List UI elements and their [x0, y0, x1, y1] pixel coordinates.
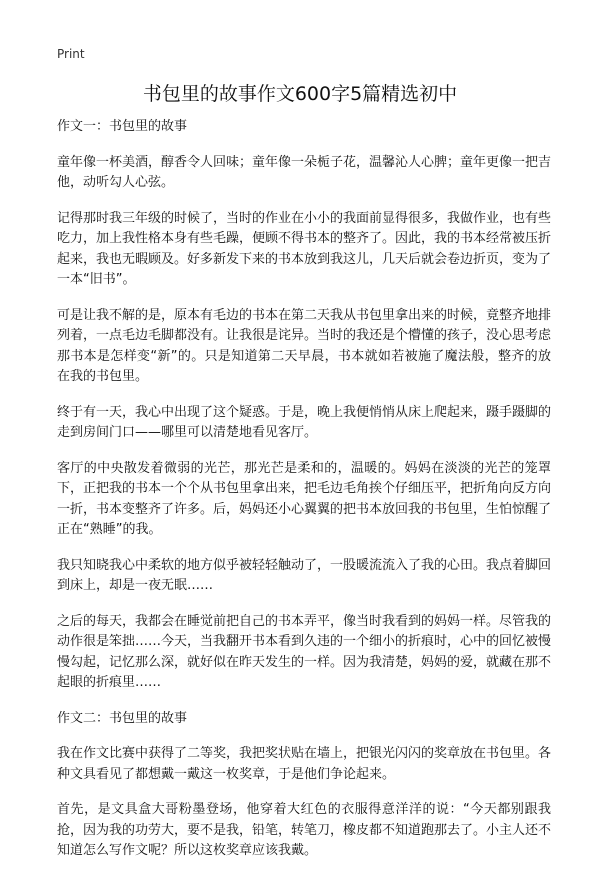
paragraph: 可是让我不解的是，原本有毛边的书本在第二天我从书包里拿出来的时候，竟整齐地排列着，一点毛边毛脚都没有。让我很是诧异。当时的我还是个懵懂的孩子，没心思考虑那书本是怎样变“新”的。只是知道第二天早晨，书本就如若被施了魔法般，整齐的放在我的书包里。: [57, 307, 552, 384]
paragraph: 之后的每天，我都会在睡觉前把自己的书本弄平，像当时我看到的妈妈一样。尽管我的动作很是笨拙……今天，当我翻开书本看到久违的一个细小的折痕时，心中的回忆被慢慢勾起，记忆那么深，就好似在昨天发生的一样。因为我清楚，妈妈的爱，就藏在那不起眼的折痕里……: [57, 613, 552, 690]
paragraph: 客厅的中央散发着微弱的光芒，那光芒是柔和的，温暖的。妈妈在淡淡的光芒的笼罩下，正把我的书本一个个从书包里拿出来，把毛边毛角挨个仔细压平，把折角向反方向一折，书本变整齐了许多。后，妈妈还小心翼翼的把书本放回我的书包里，生怕惊醒了正在“熟睡”的我。: [57, 460, 552, 537]
paragraph: 记得那时我三年级的时候了，当时的作业在小小的我面前显得很多，我做作业，也有些吃力，加上我性格本身有些毛躁，便顾不得书本的整齐了。因此，我的书本经常被压折起来，我也无暇顾及。好多新发下来的书本放到我这儿，几天后就会卷边折页，变为了一本“旧书”。: [57, 210, 552, 287]
page-title: 书包里的故事作文600字5篇精选初中: [142, 83, 458, 105]
paragraph: 我在作文比赛中获得了二等奖，我把奖状贴在墙上，把银光闪闪的奖章放在书包里。各种文具看见了都想戴一戴这一枚奖章，于是他们争论起来。: [57, 746, 552, 782]
print-link[interactable]: Print: [57, 47, 85, 61]
section-heading: 作文一：书包里的故事: [57, 119, 188, 134]
paragraph: 我只知晓我心中柔软的地方似乎被轻轻触动了，一股暖流流入了我的心田。我点着脚回到床上，却是一夜无眠……: [57, 557, 552, 593]
paragraph: 终于有一天，我心中出现了这个疑惑。于是，晚上我便悄悄从床上爬起来，蹑手蹑脚的走到房间门口——哪里可以清楚地看见客厅。: [57, 404, 552, 440]
section-heading: 作文二：书包里的故事: [57, 710, 188, 726]
essay-section-2: [57, 709, 551, 862]
paragraph: 童年像一杯美酒，醇香令人回味；童年像一朵栀子花，温馨沁人心脾；童年更像一把吉他，动听勾人心弦。: [57, 154, 552, 190]
paragraph: 首先，是文具盒大哥粉墨登场，他穿着大红色的衣服得意洋洋的说：“今天都别跟我抢，因为我的功劳大，要不是我，铅笔，转笔刀，橡皮都不知道跑那去了。小主人还不知道怎么写作文呢？所以这枚奖章应该我戴。: [57, 802, 552, 858]
essay-section-1: [57, 117, 551, 694]
document-body: [57, 117, 551, 877]
